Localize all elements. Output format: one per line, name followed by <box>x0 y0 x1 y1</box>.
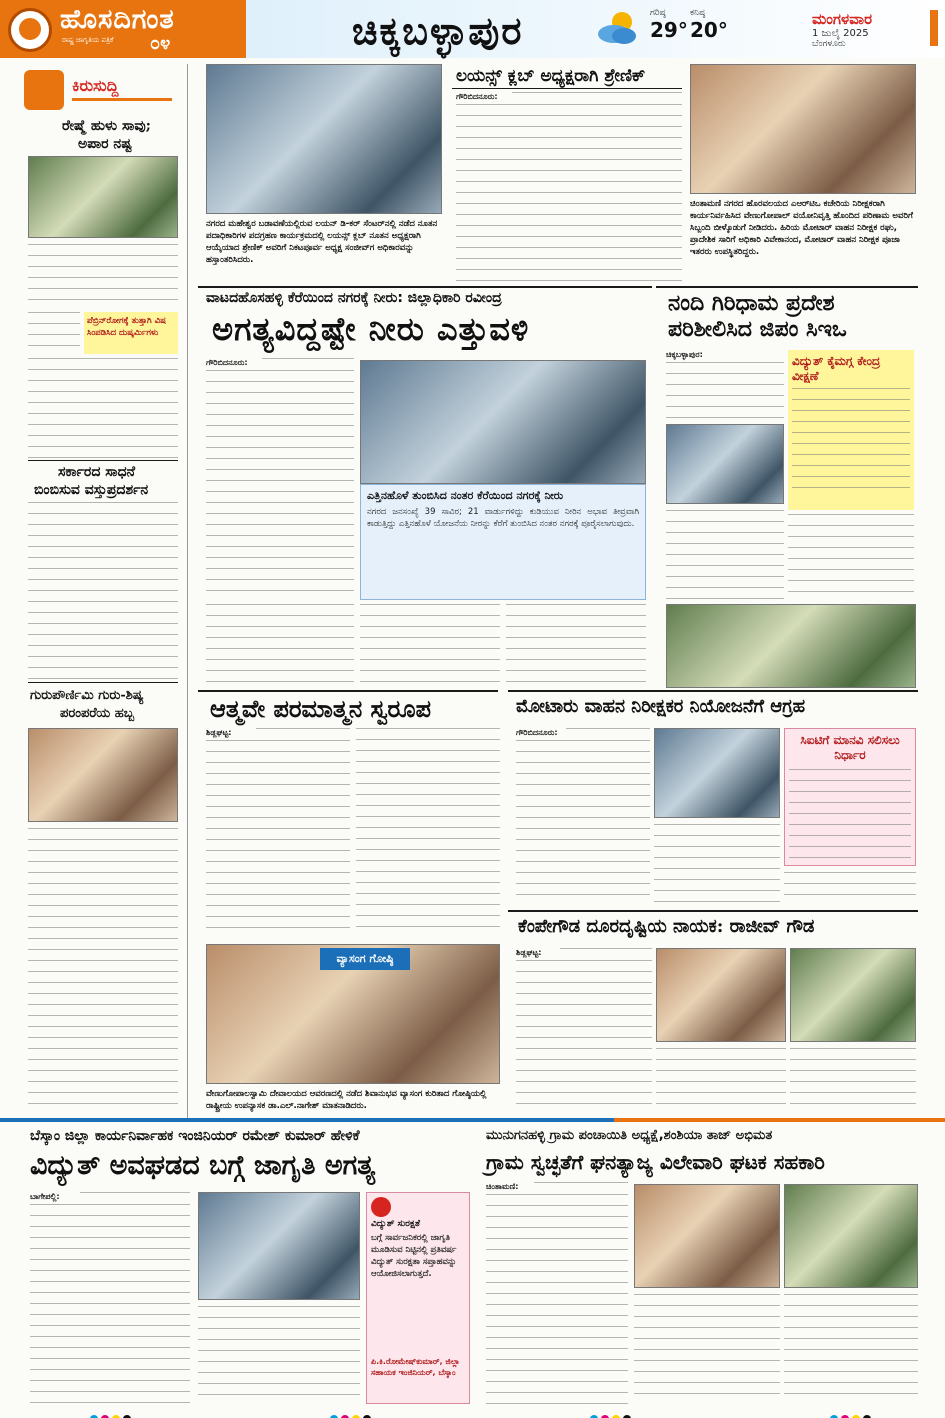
page-number: ೦೪ <box>150 33 171 54</box>
min-temp-block <box>690 8 728 42</box>
lead-infobox-text: ನಗರದ ಜನಸಂಖ್ಯೆ 39 ಸಾವಿರ; 21 ವಾರ್ಡುಗಳಿದ್ದು ಕುಡಿಯುವ ನೀರಿನ ಅಭಾವ ತೀವ್ರವಾಗಿ ಕಾಡುತ್ತಿದ್ದು ಎತ್ತಿನಹೊಳೆ ಯೋಜನೆಯ ನೀರನ್ನು ಕೆರೆಗೆ ತುಂಬಿಸಿದ ನಂತರ ನಗರಕ್ಕೆ ಪೂರೈಸಲಾಗುವುದು. <box>367 507 639 529</box>
lead-body-4 <box>506 604 646 684</box>
kempegowda-photo-1 <box>656 948 786 1042</box>
max-temp-value: 29° <box>650 18 688 42</box>
bescom-body-2 <box>198 1306 360 1404</box>
bescom-headline: ವಿದ್ಯುತ್ ಅವಘಡದ ಬಗ್ಗೆ ಜಾಗೃತಿ ಅಗತ್ಯ <box>30 1150 376 1181</box>
lead-body-0 <box>262 358 354 369</box>
kempegowda-body-2 <box>656 1048 786 1114</box>
lead-kicker: ವಾಟದಹೊಸಹಳ್ಳಿ ಕೆರೆಯಿಂದ ನಗರಕ್ಕೆ ನೀರು: ಜಿಲ್ಲಾಧಿಕಾರಿ ರವೀಂದ್ರ <box>206 290 502 306</box>
nandi-infobox <box>788 350 914 510</box>
date: 1 ಜುಲೈ 2025 <box>812 28 869 39</box>
expo-body <box>28 502 178 680</box>
atma-body <box>206 740 350 936</box>
gurupurnima-body <box>28 828 178 1113</box>
motor-infobox-body <box>789 769 911 861</box>
expo-headline-2: ಬಿಂಬಿಸುವ ವಸ್ತುಪ್ರದರ್ಶನ <box>34 482 149 498</box>
expo-headline: ಸರ್ಕಾರದ ಸಾಧನೆ <box>58 464 136 480</box>
atma-dateline: ಶಿಡ್ಲಘಟ್ಟ: <box>206 728 232 737</box>
motor-infobox-title: ಸಿಐಟಿಗೆ ಮಾನವಿ ಸಲಿಸಲು ನಿರ್ಧಾರ <box>800 733 900 762</box>
nandi-body <box>666 362 784 420</box>
silkworm-body-3 <box>28 358 178 458</box>
silkworm-body <box>28 244 178 310</box>
bescom-quote-text: ಬಗ್ಗೆ ಸಾರ್ವಜನಿಕರಲ್ಲಿ ಜಾಗೃತಿ ಮೂಡಿಸುವ ನಿಟ್ಟಿನಲ್ಲಿ ಪ್ರತಿವರ್ಷ ವಿದ್ಯುತ್ ಸುರಕ್ಷತಾ ಸಪ್ತಾಹವನ್ನು ಆಯೋಜಿಸಲಾಗುತ್ತದೆ. <box>371 1233 457 1279</box>
kempegowda-photo-2 <box>790 948 916 1042</box>
lead-infobox-title: ಎತ್ತಿನಹೊಳೆ ತುಂಬಿಸಿದ ನಂತರ ಕೆರೆಯಿಂದ ನಗರಕ್ಕೆ ನೀರು <box>367 489 564 502</box>
logo-inner-icon <box>19 18 41 40</box>
motor-body-3 <box>784 872 916 902</box>
accent-bar <box>930 10 938 46</box>
brand-tagline: ರಾಷ್ಟ್ರ ಜಾಗೃತಿಯ ಪತ್ರಿಕೆ <box>62 36 114 44</box>
nandi-infobox-title: ವಿದ್ಯುತ್ ಕೈಮಗ್ಗ ಕೇಂದ್ರ ವೀಕ್ಷಣೆ <box>792 354 881 383</box>
nandi-headline-2: ಪರಿಶೀಲಿಸಿದ ಜಿಪಂ ಸಿಇಒ <box>668 316 847 342</box>
lions-club-photo <box>206 64 442 214</box>
weather-icon <box>596 8 640 48</box>
nandi-dateline: ಚಿಕ್ಕಬಳ್ಳಾಪುರ: <box>666 350 703 359</box>
bescom-quote-attribution: ಪಿ.ಕಿ.ರೋಮೇಷ್‌ಕುಮಾರ್, ಜಿಲ್ಲಾ ಸಹಾಯಕ ಇಂಜಿನಿಯರ್, ಬೆಸ್ಕಾಂ <box>371 1357 460 1377</box>
munugana-body <box>486 1194 628 1404</box>
quote-drop-icon <box>371 1197 391 1217</box>
munugana-kicker: ಮುನುಗನಹಳ್ಳಿ ಗ್ರಾಮ ಪಂಚಾಯಿತಿ ಅಧ್ಯಕ್ಷೆ,ಶಂಶಿಯಾ ತಾಜ್ ಅಭಿಮತ <box>486 1128 773 1143</box>
gurupurnima-headline: ಗುರುಪೌರ್ಣಿಮಿ ಗುರು-ಶಿಷ್ಯ <box>30 688 144 703</box>
silkworm-headline: ರೇಷ್ಮೆ ಹುಳು ಸಾವು; <box>62 118 151 134</box>
bescom-quote-title: ವಿದ್ಯುತ್ ಸುರಕ್ಷತೆ <box>371 1219 420 1229</box>
gurupurnima-headline-2: ಪರಂಪರೆಯ ಹಬ್ಬ <box>60 706 135 721</box>
district-title: ಚಿಕ್ಕಬಳ್ಳಾಪುರ <box>352 8 524 53</box>
nandi-headline-1: ನಂದಿ ಗಿರಿಧಾಮ ಪ್ರದೇಶ <box>668 290 835 316</box>
lions-headline: ಲಯನ್ಸ್ ಕ್ಲಬ್ ಅಧ್ಯಕ್ಷರಾಗಿ ಶ್ರೇಣಿಕ್ <box>456 66 646 86</box>
lions-body <box>456 104 682 282</box>
lead-infobox <box>360 484 646 600</box>
kirusuddi-label: ಕಿರುಸುದ್ದಿ <box>72 76 119 95</box>
lead-headline: ಅಗತ್ಯವಿದ್ದಷ್ಟೇ ನೀರು ಎತ್ತುವಳಿ <box>212 310 530 348</box>
max-temp-block <box>650 8 688 42</box>
kempegowda-body <box>516 960 652 1114</box>
weekday: ಮಂಗಳವಾರ <box>812 10 873 28</box>
atma-body-0 <box>256 728 350 739</box>
brand-name: ಹೊಸದಿಗಂತ <box>60 4 175 35</box>
lead-body <box>206 370 354 598</box>
motor-body-2 <box>654 824 780 902</box>
bescom-dateline: ಬಾಗೇಪಲ್ಲಿ: <box>30 1192 60 1201</box>
kirusuddi-underline <box>72 98 172 101</box>
print-registration-marks <box>330 1408 374 1418</box>
atma-headline: ಆತ್ಮವೇ ಪರಮಾತ್ಮನ ಸ್ವರೂಪ <box>210 694 431 723</box>
print-registration-marks <box>830 1408 874 1418</box>
lead-meeting-photo <box>360 360 646 484</box>
hand-point-icon <box>24 70 64 110</box>
motor-photo <box>654 728 780 818</box>
lions-body-0 <box>512 92 682 103</box>
nandi-infobox-body <box>792 388 910 498</box>
rto-farewell-caption: ಚಿಂತಾಮಣಿ ನಗರದ ಹೊರವಲಯದ ಎಆರ್‌ಟಿಒ ಕಚೇರಿಯ ನಿರೀಕ್ಷಕರಾಗಿ ಕಾರ್ಯನಿರ್ವಹಿಸಿದ ವೇಣುಗೋಪಾಲ್ ವಯೋನಿವೃತ್ತಿ ಹೊಂದಿದ ಪರಿಣಾಮ ಅವರಿಗೆ ಸಿಬ್ಬಂದಿ ಬೀಳ್ಕೊಡುಗೆ ನೀಡಿದರು. ಹಿರಿಯ ಮೋಟಾರ್ ವಾಹನ ನಿರೀಕ್ಷಕ ರಘು, ಪ್ರಾದೇಶಿಕ ಸಾರಿಗೆ ಅಧಿಕಾರಿ ವಿವೇಕಾನಂದ, ಮೋಟಾರ್ ವಾಹನ ನಿರೀಕ್ಷಕ ಪೂಜಾ ಇತರರು ಉಪಸ್ಥಿತರಿದ್ದರು. <box>690 199 913 257</box>
print-registration-marks <box>590 1408 634 1418</box>
lead-body-3 <box>360 604 500 684</box>
divider <box>508 690 918 692</box>
munugana-body-3 <box>784 1294 918 1404</box>
divider <box>198 690 498 692</box>
silkworm-photo <box>28 156 178 238</box>
motor-dateline: ಗೌರಿಬಿದನೂರು: <box>516 728 558 737</box>
kempegowda-body-3 <box>790 1048 916 1114</box>
atma-body-2 <box>356 728 500 936</box>
edition-city: ಬೆಂಗಳೂರು <box>812 39 846 49</box>
lead-dateline: ಗೌರಿಬಿದನೂರು: <box>206 358 248 367</box>
munugana-photo-1 <box>634 1184 780 1288</box>
munugana-photo-2 <box>784 1184 918 1288</box>
bescom-photo <box>198 1192 360 1300</box>
motor-body <box>516 740 650 902</box>
vyasanga-banner: ವ್ಯಾಸಂಗ ಗೋಷ್ಠಿ <box>320 948 410 970</box>
print-registration-marks <box>90 1408 134 1418</box>
bottom-section-rule <box>0 1118 945 1122</box>
min-temp-value: 20° <box>690 18 728 42</box>
divider <box>28 460 178 461</box>
divider <box>656 286 918 288</box>
kempegowda-body-0 <box>560 948 652 959</box>
munugana-headline: ಗ್ರಾಮ ಸ್ವಚ್ಛತೆಗೆ ಘನತ್ಯಾಜ್ಯ ವಿಲೇವಾರಿ ಘಟಕ ಸಹಕಾರಿ <box>486 1150 825 1174</box>
nandi-body-2 <box>666 510 784 600</box>
gurupurnima-photo <box>28 728 178 822</box>
nandi-photo <box>666 424 784 504</box>
bescom-body-0 <box>80 1192 190 1203</box>
munugana-body-0 <box>534 1182 628 1193</box>
min-temp-label: ಕನಿಷ್ಠ <box>690 8 706 18</box>
bescom-quote-box <box>366 1192 470 1404</box>
motor-infobox <box>784 728 916 866</box>
max-temp-label: ಗರಿಷ್ಠ <box>650 8 666 18</box>
divider <box>198 286 652 288</box>
lions-dateline: ಗೌರಿಬಿದನೂರು: <box>456 92 498 101</box>
nandi-body-3 <box>788 514 914 600</box>
vyasanga-caption: ವೇಣುಗೋಪಾಲಸ್ವಾಮಿ ದೇವಾಲಯದ ಆವರಣದಲ್ಲಿ ನಡೆದ ಶಿವಾನುಭವ ವ್ಯಾಸಂಗ ಕುರಿತಾದ ಗೋಷ್ಠಿಯಲ್ಲಿ ರಾಷ್ಟ್ರೀಯ ಉಪನ್ಯಾಸಕ ಡಾ.ಎಲ್.ನಾಗೇಶ್ ಮಾತನಾಡಿದರು. <box>206 1089 487 1111</box>
munugana-body-2 <box>634 1294 780 1404</box>
divider <box>508 910 918 912</box>
munugana-dateline: ಚಿಂತಾಮಣಿ: <box>486 1182 519 1191</box>
bescom-body <box>30 1204 190 1404</box>
bescom-kicker: ಬೆಸ್ಕಾಂ ಜಿಲ್ಲಾ ಕಾರ್ಯನಿರ್ವಾಹಕ ಇಂಜಿನಿಯರ್ ರಮೇಶ್ ಕುಮಾರ್ ಹೇಳಿಕೆ <box>30 1128 360 1144</box>
lions-photo-caption: ನಗರದ ಮಹೇಶ್ವರ ಬಡಾವಣೆಯಲ್ಲಿರುವ ಲಯನ್ ಡಿ-ಕರ್ ಸೆಂಟರ್‌ನಲ್ಲಿ ನಡೆದ ನೂತನ ಪದಾಧಿಕಾರಿಗಳ ಪದಗ್ರಹಣ ಕಾರ್ಯಕ್ರಮದಲ್ಲಿ ಲಯನ್ಸ್ ಕ್ಲಬ್ ನೂತನ ಅಧ್ಯಕ್ಷರಾಗಿ ಆಯ್ಕೆಯಾದ ಶ್ರೇಣಿಕ್ ಅವರಿಗೆ ನಿಕಟಪೂರ್ವ ಅಧ್ಯಕ್ಷ ಸಂಜೀವ್‌ಗ ಅಧಿಕಾರವನ್ನು ಹಸ್ತಾಂತರಿಸಿದರು. <box>206 219 438 265</box>
divider <box>28 682 178 683</box>
silkworm-body-2 <box>28 312 80 354</box>
divider <box>452 88 682 89</box>
nandi-photo-2 <box>666 604 916 688</box>
motor-body-0 <box>566 728 650 739</box>
silkworm-inset: ಪೆಬ್ರಿನ್‌ರೋಗಕ್ಕೆ ತುತ್ತಾಗಿ ವಿಷ ಸಿಂಪಡಿಸಿದ ದುಷ್ಕರ್ಮಿಗಳು <box>84 312 178 354</box>
date-block <box>812 10 932 52</box>
rto-farewell-photo <box>690 64 916 194</box>
lead-body-2 <box>206 604 354 684</box>
kempegowda-dateline: ಶಿಡ್ಲಘಟ್ಟ: <box>516 948 542 957</box>
silkworm-headline-2: ಅಪಾರ ನಷ್ಟ <box>78 136 132 152</box>
motor-headline: ಮೋಟಾರು ವಾಹನ ನಿರೀಕ್ಷಕರ ನಿಯೋಜನೆಗೆ ಆಗ್ರಹ <box>516 696 806 717</box>
kempegowda-headline: ಕೆಂಪೇಗೌಡ ದೂರದೃಷ್ಟಿಯ ನಾಯಕ: ರಾಜೀವ್ ಗೌಡ <box>518 916 815 937</box>
